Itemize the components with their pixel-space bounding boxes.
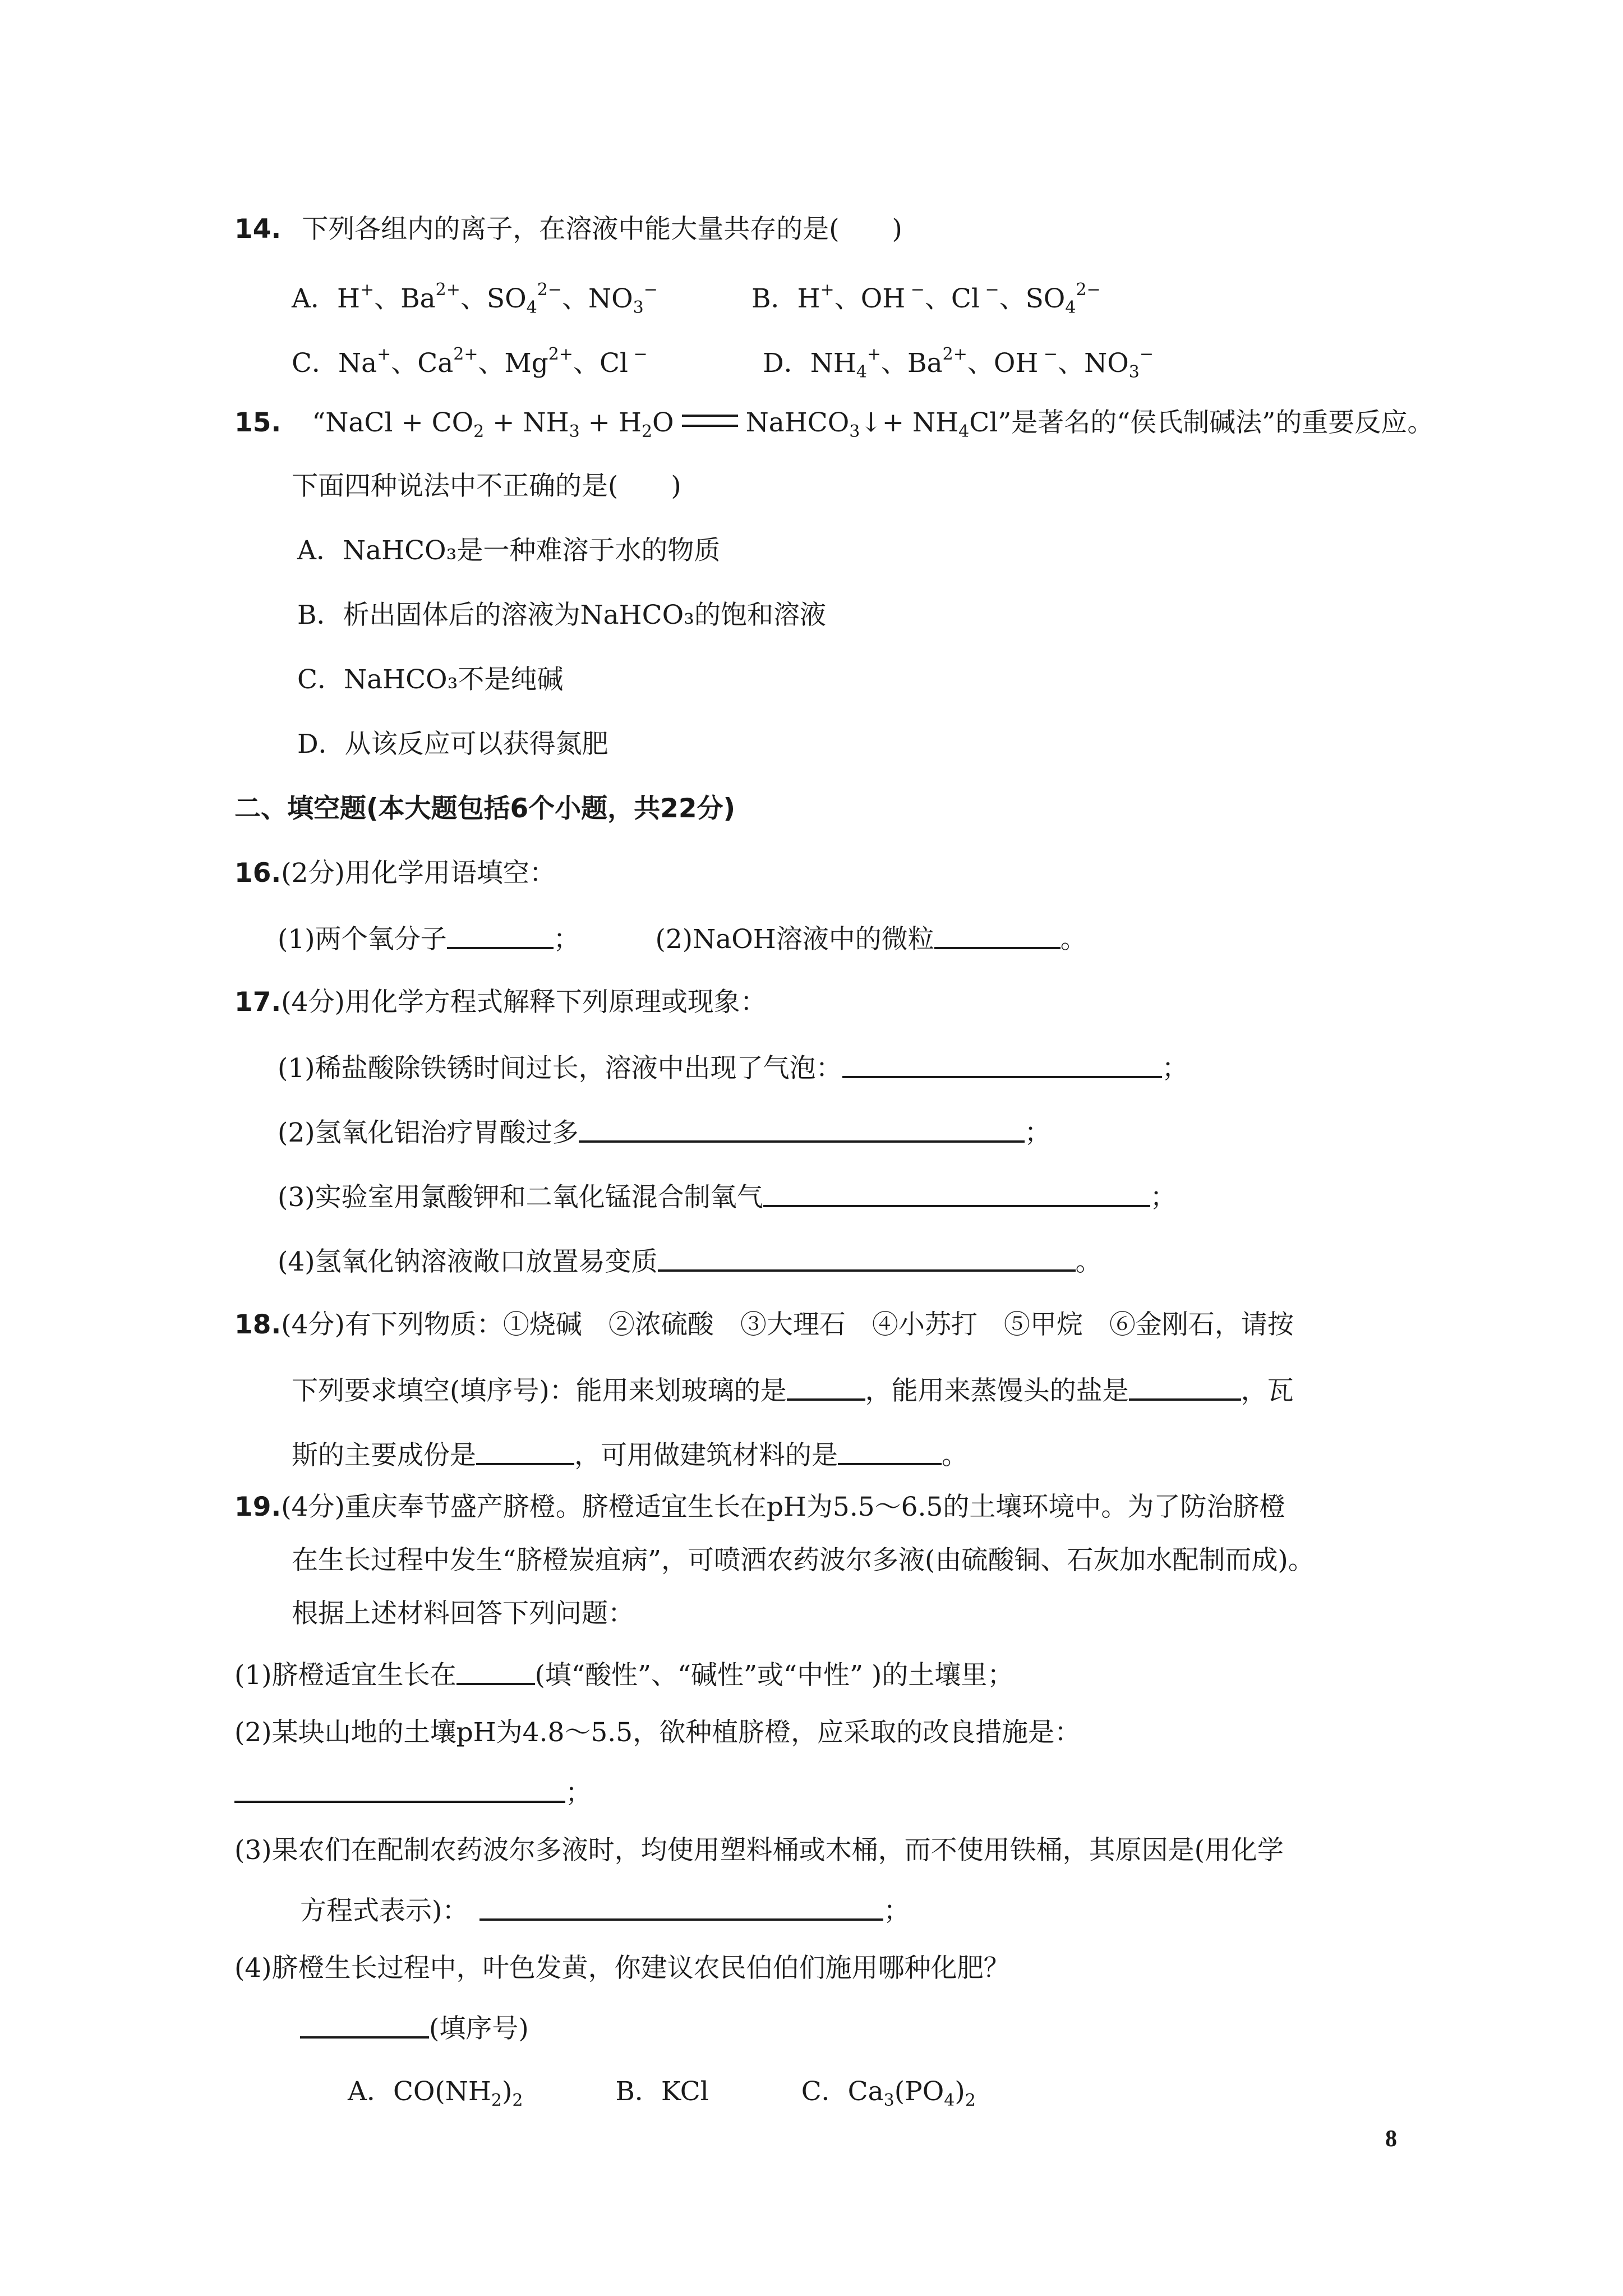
- answer-blank[interactable]: [763, 1182, 1150, 1207]
- q19-line1: [234, 1494, 1285, 1520]
- q18-stem: (4分)有下列物质：①烧碱 ②浓硫酸 ③大理石 ④小苏打 ⑤甲烷 ⑥金刚石，请按: [281, 1309, 1294, 1340]
- answer-blank[interactable]: [579, 1118, 1025, 1143]
- ion: Cl −: [951, 280, 999, 314]
- q16-part1: (1)两个氧分子: [278, 924, 447, 955]
- q19-stem: (4分)重庆奉节盛产脐橙。脐橙适宜生长在pH为5.5～6.5的土壤环境中。为了防治脐橙: [281, 1492, 1286, 1522]
- answer-blank[interactable]: [457, 1660, 535, 1685]
- q15-eq-mid2: + H: [579, 407, 642, 438]
- q17-part4: (4)氢氧化钠溶液敞口放置易变质 。: [278, 1246, 1102, 1277]
- q14-stem: 下列各组内的离子，在溶液中能大量共存的是( ): [302, 214, 902, 245]
- q19-option-c: C．$Ca_3(PO_4)_2$: [801, 2076, 976, 2110]
- q19-options: [348, 2078, 976, 2109]
- q19-line3: 根据上述材料回答下列问题：: [292, 1598, 634, 1629]
- q15-eq-right1: NaHCO: [745, 407, 850, 438]
- ion: $Mg^{2+}$: [504, 344, 573, 379]
- q14-option-a: A．H+、$Ba^{2+}$、$SO_4^{2-}$、$NO_3^-$: [292, 280, 658, 318]
- q16-stem: (2分)用化学用语填空：: [281, 858, 556, 889]
- answer-blank[interactable]: [658, 1247, 1076, 1272]
- q14-option-c: C．Na+、$Ca^{2+}$、$Mg^{2+}$、Cl −: [292, 344, 648, 379]
- q16-number: 16.: [234, 858, 282, 889]
- answer-blank[interactable]: [447, 924, 554, 949]
- ion: Na+: [338, 344, 391, 379]
- q15-stem2: 下面四种说法中不正确的是( ): [292, 471, 681, 501]
- q14-number: 14.: [234, 214, 282, 245]
- q15-eq-mid1: + NH: [484, 407, 569, 438]
- q18-line3: 斯的主要成份是 ，可用做建筑材料的是 。: [292, 1440, 968, 1471]
- ion: $NO_3^-$: [1084, 344, 1154, 382]
- ion: $SO_4^{2-}$: [486, 280, 562, 318]
- q17-line: [234, 987, 767, 1018]
- q19-part3: (3)果农们在配制农药波尔多液时，均使用塑料桶或木桶，而不使用铁桶，其原因是(用化学: [234, 1835, 1284, 1866]
- ion: H+: [336, 280, 375, 314]
- answer-blank[interactable]: [479, 1896, 883, 1921]
- ion: $Ba^{2+}$: [400, 280, 460, 314]
- q15-option-b: B．析出固体后的溶液为NaHCO₃的饱和溶液: [297, 600, 827, 631]
- q17-part1: (1)稀盐酸除铁锈时间过长，溶液中出现了气泡： ；: [278, 1053, 1188, 1084]
- q16-parts: (1)两个氧分子 ； (2)NaOH溶液中的微粒 。: [278, 924, 1087, 955]
- q19-part3b: 方程式表示)： ；: [300, 1895, 910, 1926]
- q15-eq-left: “NaCl + CO: [312, 407, 474, 438]
- q19-part2: (2)某块山地的土壤pH为4.8～5.5，欲种植脐橙，应采取的改良措施是：: [234, 1717, 1081, 1748]
- q19-part4: (4)脐橙生长过程中，叶色发黄，你建议农民伯伯们施用哪种化肥？: [234, 1953, 1010, 1984]
- answer-blank[interactable]: [842, 1053, 1162, 1078]
- answer-blank[interactable]: [300, 2014, 429, 2039]
- q19-part2-answer: ；: [234, 1778, 592, 1806]
- ion: $NH_4^+$: [810, 344, 882, 382]
- q18-number: 18.: [234, 1309, 282, 1340]
- answer-blank[interactable]: [1129, 1376, 1241, 1401]
- page-number: 8: [1385, 2126, 1397, 2152]
- equals-sign: [682, 415, 738, 427]
- answer-blank[interactable]: [787, 1376, 865, 1401]
- option-label: C．: [292, 348, 338, 379]
- q19-line2: 在生长过程中发生“脐橙炭疽病”，可喷洒农药波尔多液(由硫酸铜、石灰加水配制而成)。: [292, 1545, 1315, 1576]
- q17-number: 17.: [234, 987, 282, 1018]
- q15-number: 15.: [234, 407, 282, 438]
- ion: H+: [797, 280, 834, 314]
- option-label: B．: [751, 283, 797, 314]
- answer-blank[interactable]: [234, 1778, 565, 1803]
- q18-line1: [234, 1309, 1294, 1340]
- ion: $Ca^{2+}$: [417, 344, 478, 379]
- q19-option-a: A．$CO(NH_2)_2$: [348, 2076, 523, 2110]
- section-heading: 二、填空题(本大题包括6个小题，共22分): [234, 793, 736, 824]
- q15-option-c: C．NaHCO₃不是纯碱: [297, 664, 564, 695]
- ion: $NO_3^-$: [588, 280, 658, 318]
- answer-blank[interactable]: [934, 924, 1061, 949]
- q17-part3: (3)实验室用氯酸钾和二氧化锰混合制氧气 ；: [278, 1182, 1177, 1213]
- q14-line: [234, 214, 902, 245]
- option-label: D．: [763, 348, 810, 379]
- q15-option-a: A．NaHCO₃是一种难溶于水的物质: [297, 535, 721, 566]
- q18-line2: 下列要求填空(填序号)：能用来划玻璃的是 ，能用来蒸馒头的盐是 ，瓦: [292, 1375, 1294, 1406]
- q16-part2: (2)NaOH溶液中的微粒: [655, 924, 934, 955]
- q19-part4b: (填序号): [300, 2014, 529, 2042]
- q14-option-b: B．H+、OH −、Cl −、$SO_4^{2-}$: [751, 280, 1101, 318]
- q19-number: 19.: [234, 1492, 282, 1522]
- q14-option-d: D．$NH_4^+$、$Ba^{2+}$、OH −、$NO_3^-$: [763, 344, 1154, 382]
- answer-blank[interactable]: [476, 1441, 574, 1465]
- q15-eq-right3: Cl”是著名的“侯氏制碱法”的重要反应。: [969, 407, 1434, 438]
- q15-option-d: D．从该反应可以获得氮肥: [297, 729, 608, 760]
- q19-option-b: B．KCl: [615, 2076, 709, 2107]
- answer-blank[interactable]: [838, 1441, 942, 1465]
- option-label: A．: [292, 283, 337, 314]
- ion: OH −: [860, 280, 925, 314]
- ion: $Ba^{2+}$: [907, 344, 967, 379]
- q15-eq-right2: ↓+ NH: [860, 407, 959, 438]
- q17-stem: (4分)用化学方程式解释下列原理或现象：: [281, 987, 767, 1018]
- q15-eq-mid3: O: [652, 407, 674, 438]
- q19-part1: (1)脐橙适宜生长在 (填“酸性”、“碱性”或“中性” )的土壤里；: [234, 1660, 1014, 1691]
- ion: $SO_4^{2-}$: [1025, 280, 1101, 318]
- q15-line1: 15. “NaCl + $CO_2 + NH_3 + H_2O$ NaHCO$_3$↓+ $NH_4Cl$”是著名的“侯氏制碱法”的重要反应。: [234, 407, 1434, 441]
- ion: OH −: [993, 344, 1058, 379]
- q16-line: [234, 858, 556, 889]
- ion: Cl −: [599, 344, 648, 379]
- q17-part2: (2)氢氧化铝治疗胃酸过多 ；: [278, 1117, 1051, 1148]
